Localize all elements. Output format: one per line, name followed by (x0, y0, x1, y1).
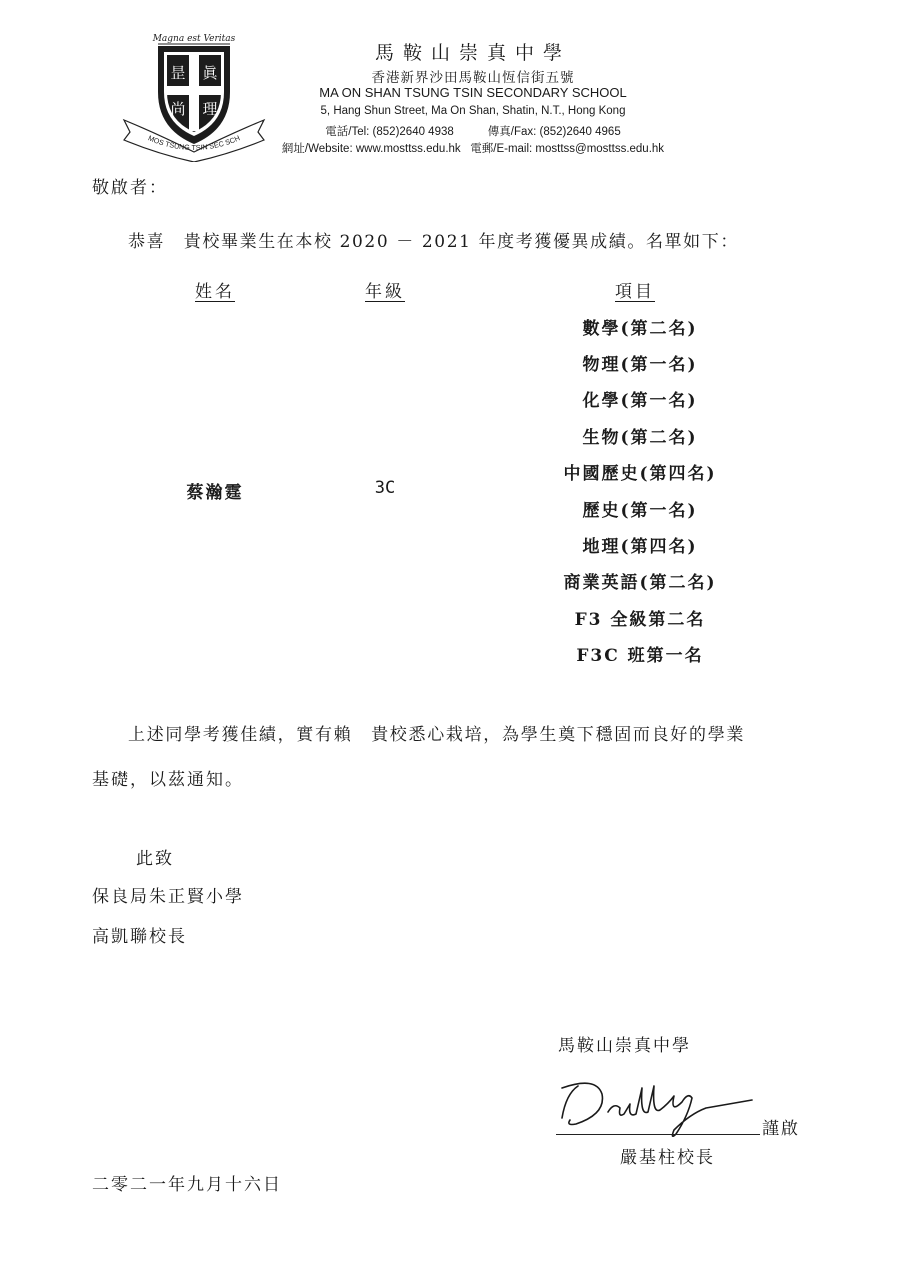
signature (556, 1074, 756, 1138)
crest-char: 尚 (170, 100, 186, 118)
award-item: F3C 班第一名 (576, 646, 704, 666)
school-crest (118, 34, 268, 162)
award-item: 地理(第四名) (582, 537, 698, 557)
crest-motto: Magna est Veritas (152, 34, 236, 44)
recipient-school: 保良局朱正賢小學 (92, 887, 244, 907)
student-name: 蔡瀚霆 (186, 483, 244, 503)
letter-date: 二零二一年九月十六日 (92, 1175, 282, 1195)
sender-school: 馬鞍山崇真中學 (558, 1036, 691, 1056)
regards: 此致 (136, 849, 174, 869)
student-grade: 3C (374, 478, 396, 498)
crest-ribbon-text: MOS TSUNG TSIN SEC SCH (146, 133, 242, 153)
award-item: 商業英語(第二名) (563, 573, 717, 593)
fax: 傳真/Fax: (852)2640 4965 (487, 126, 621, 138)
award-item: 生物(第二名) (582, 428, 698, 448)
crest-char: 理 (202, 100, 218, 118)
award-item: 物理(第一名) (582, 355, 698, 375)
tel: 電話/Tel: (852)2640 4938 (325, 126, 454, 138)
school-address-zh: 香港新界沙田馬鞍山恆信街五號 (371, 70, 575, 86)
school-name-en: MA ON SHAN TSUNG TSIN SECONDARY SCHOOL (319, 85, 627, 100)
header-name: 姓名 (195, 282, 235, 302)
closing-line-1: 上述同學考獲佳績，實有賴 貴校悉心栽培，為學生奠下穩固而良好的學業 (128, 725, 746, 745)
crest-char: 昰 (170, 64, 186, 82)
crest-char: 眞 (202, 64, 218, 82)
contact-web-email (248, 140, 698, 156)
signatory: 嚴基柱校長 (620, 1148, 715, 1168)
school-name-zh: 馬鞍山崇真中學 (374, 42, 571, 64)
award-item: F3 全級第二名 (574, 610, 706, 630)
header-items: 項目 (615, 282, 655, 302)
signature-line (556, 1134, 760, 1135)
award-item: 中國歷史(第四名) (563, 464, 717, 484)
salutation: 敬啟者： (92, 178, 168, 198)
intro-paragraph: 恭喜 貴校畢業生在本校 2020 － 2021 年度考獲優異成績。名單如下： (128, 232, 739, 252)
contact-phone-fax (248, 123, 698, 139)
award-item: 化學(第一名) (582, 391, 698, 411)
website: 網址/Website: www.mosttss.edu.hk (281, 143, 461, 155)
school-address-en: 5, Hang Shun Street, Ma On Shan, Shatin, N.T., Hong Kong (320, 105, 626, 117)
sign-off: 謹啟 (762, 1119, 800, 1139)
award-item: 歷史(第一名) (582, 501, 698, 521)
header-grade: 年級 (365, 282, 405, 302)
email: 電郵/E-mail: mosttss@mosttss.edu.hk (470, 143, 665, 155)
award-item: 數學(第二名) (582, 319, 698, 339)
closing-line-2: 基礎，以茲通知。 (92, 770, 244, 790)
recipient-principal: 高凱聯校長 (92, 927, 187, 947)
